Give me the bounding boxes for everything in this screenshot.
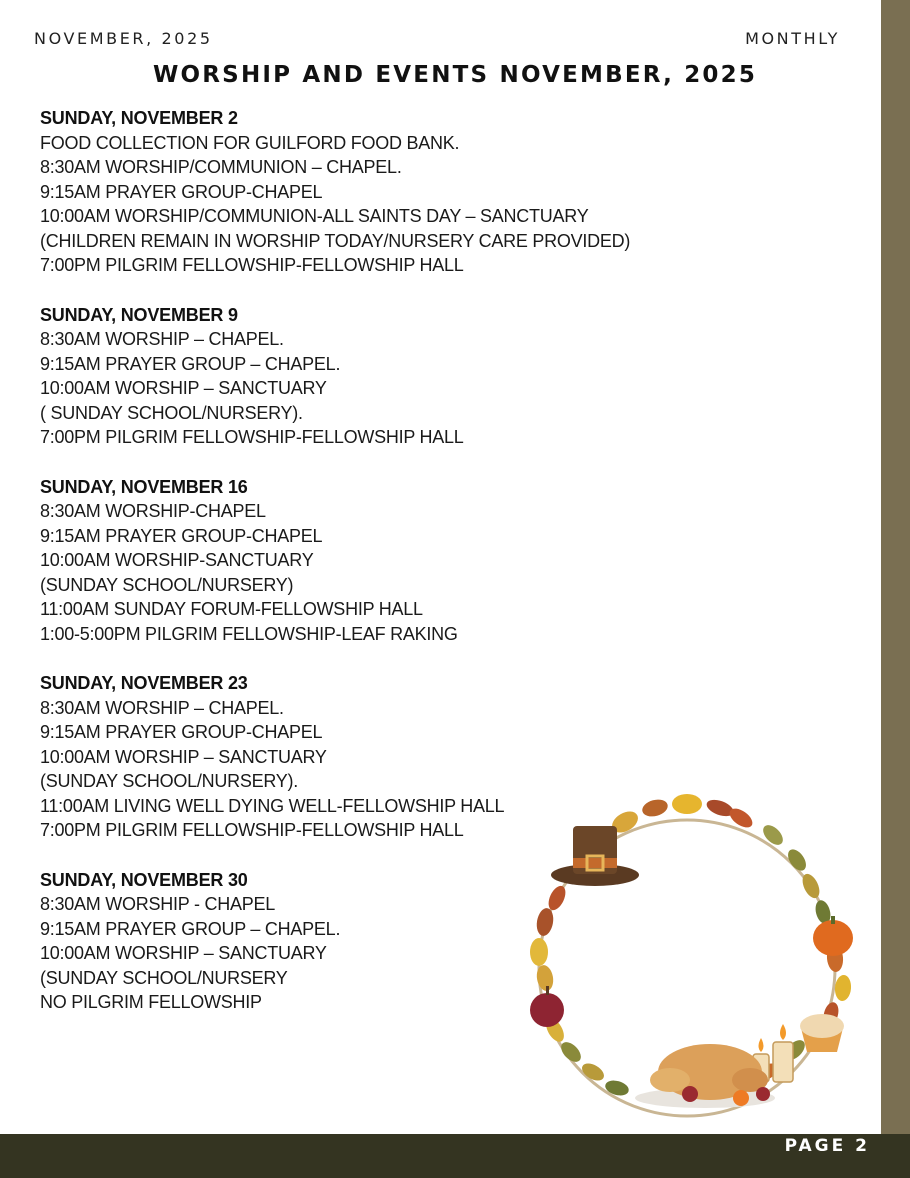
event-line: 9:15AM PRAYER GROUP-CHAPEL — [40, 722, 323, 742]
event-day-heading: SUNDAY, NOVEMBER 30 — [40, 869, 248, 890]
event-line: (SUNDAY SCHOOL/NURSERY). — [40, 771, 299, 791]
event-day-heading: SUNDAY, NOVEMBER 9 — [40, 304, 238, 325]
event-line: 8:30AM WORSHIP/COMMUNION – CHAPEL. — [40, 157, 402, 177]
event-line: 1:00-5:00PM PILGRIM FELLOWSHIP-LEAF RAKING — [40, 623, 458, 644]
event-line: 8:30AM WORSHIP - CHAPEL — [40, 894, 275, 914]
roast-turkey-icon — [635, 1044, 775, 1108]
event-line: FOOD COLLECTION FOR GUILFORD FOOD BANK. — [40, 132, 460, 153]
event-day-heading: SUNDAY, NOVEMBER 23 — [40, 673, 248, 693]
event-line: 9:15AM PRAYER GROUP-CHAPEL — [40, 525, 323, 546]
cupcake-icon — [800, 1014, 844, 1052]
thanksgiving-wreath-illustration — [505, 780, 885, 1125]
event-line: ( SUNDAY SCHOOL/NURSERY). — [40, 402, 303, 423]
event-line: 7:00PM PILGRIM FELLOWSHIP-FELLOWSHIP HALL — [40, 820, 464, 840]
event-line: 9:15AM PRAYER GROUP-CHAPEL — [40, 181, 323, 202]
event-line: (CHILDREN REMAIN IN WORSHIP TODAY/NURSERY CARE PROVIDED) — [40, 230, 631, 251]
page-number: PAGE 2 — [784, 1136, 870, 1156]
event-line: 8:30AM WORSHIP – CHAPEL. — [40, 697, 284, 718]
event-line: 8:30AM WORSHIP-CHAPEL — [40, 501, 266, 521]
event-line: (SUNDAY SCHOOL/NURSERY) — [40, 574, 294, 595]
event-day-section — [40, 475, 740, 647]
event-line: 9:15AM PRAYER GROUP – CHAPEL. — [40, 918, 341, 939]
event-day-section — [40, 303, 740, 450]
page-title: WORSHIP AND EVENTS NOVEMBER, 2025 — [152, 62, 758, 88]
side-accent-bar — [881, 0, 910, 1134]
pumpkin-icon — [813, 916, 853, 956]
event-line: 10:00AM WORSHIP – SANCTUARY — [40, 378, 327, 398]
event-line: 10:00AM WORSHIP – SANCTUARY — [40, 943, 327, 963]
event-line: 7:00PM PILGRIM FELLOWSHIP-FELLOWSHIP HALL — [40, 255, 464, 275]
event-day-heading: SUNDAY, NOVEMBER 16 — [40, 476, 248, 497]
event-line: (SUNDAY SCHOOL/NURSERY — [40, 967, 288, 988]
event-line: 10:00AM WORSHIP-SANCTUARY — [40, 550, 314, 570]
apple-icon — [530, 986, 564, 1027]
footer-bar — [0, 1134, 910, 1178]
newsletter-date: NOVEMBER, 2025 — [34, 29, 213, 48]
event-line: 10:00AM WORSHIP/COMMUNION-ALL SAINTS DAY – SANCTUARY — [40, 206, 589, 226]
event-line: 11:00AM SUNDAY FORUM-FELLOWSHIP HALL — [40, 599, 423, 619]
event-day-heading: SUNDAY, NOVEMBER 2 — [40, 108, 238, 128]
event-line: 8:30AM WORSHIP – CHAPEL. — [40, 329, 284, 349]
event-line: 7:00PM PILGRIM FELLOWSHIP-FELLOWSHIP HALL — [40, 427, 464, 447]
event-line: NO PILGRIM FELLOWSHIP — [40, 992, 262, 1012]
event-day-section — [40, 106, 740, 278]
pilgrim-hat-icon — [551, 826, 639, 886]
event-line: 10:00AM WORSHIP – SANCTUARY — [40, 746, 327, 767]
newsletter-frequency: MONTHLY — [745, 29, 840, 48]
event-line: 11:00AM LIVING WELL DYING WELL-FELLOWSHIP HALL — [40, 795, 505, 816]
event-line: 9:15AM PRAYER GROUP – CHAPEL. — [40, 353, 341, 374]
